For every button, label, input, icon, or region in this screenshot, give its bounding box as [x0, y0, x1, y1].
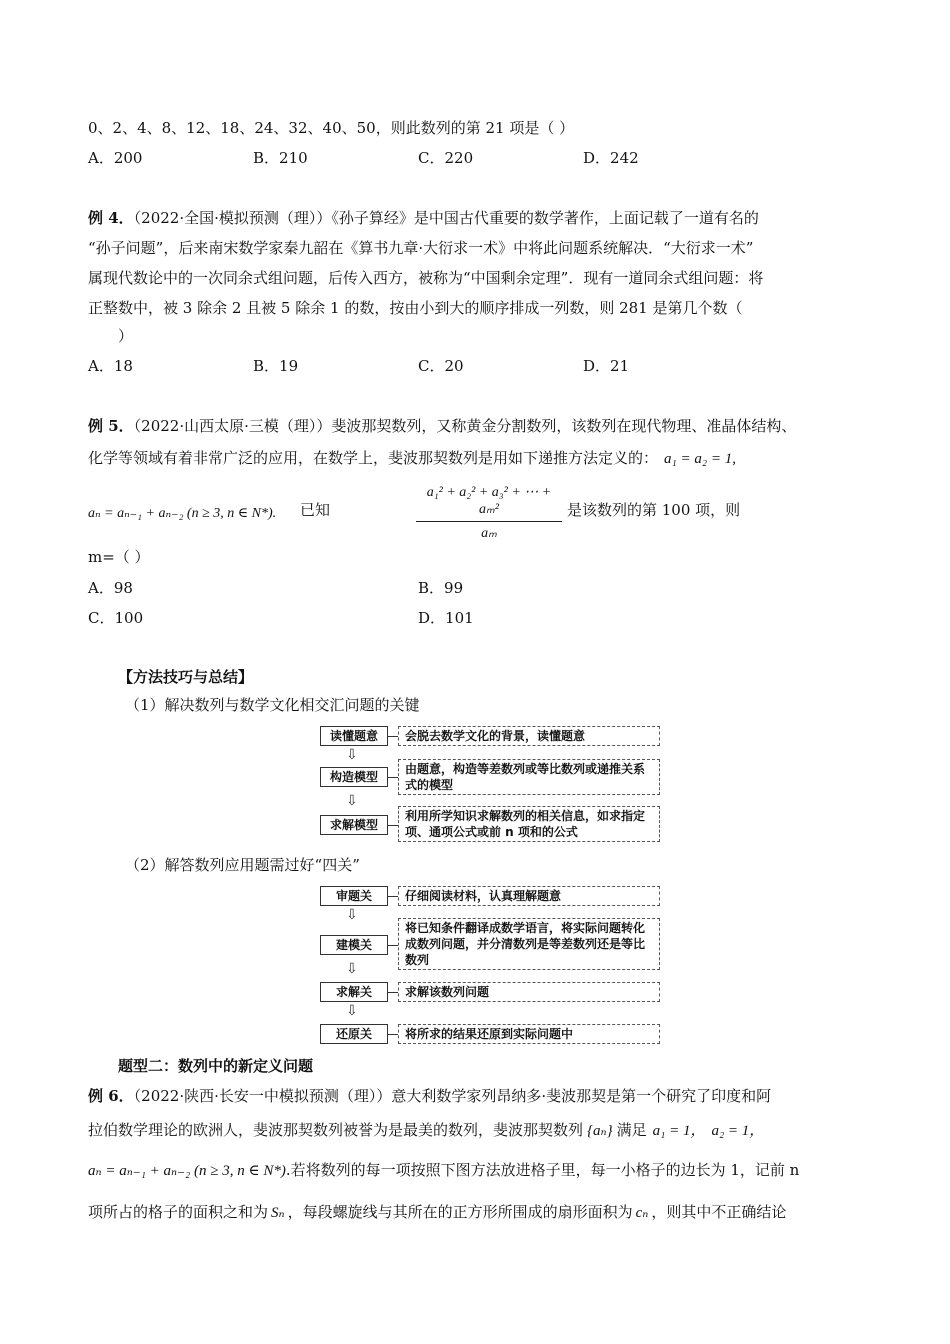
example-6-text-4c: ，则其中不正确结论 — [651, 1203, 787, 1221]
example-5-line-2 — [88, 448, 736, 469]
condition-a1: a₁ = 1， — [652, 1123, 706, 1139]
flow2-desc-3: 求解该数列问题 — [398, 982, 660, 1002]
fraction-denominator: aₘ — [481, 526, 497, 541]
example-6-line-1 — [88, 1086, 771, 1106]
flow1-step-2: 构造模型 — [320, 767, 388, 787]
recurrence-formula: aₙ = aₙ₋₁ + aₙ₋₂ (n ≥ 3, n ∈ N*). — [88, 506, 277, 521]
option-c: C．20 — [418, 357, 464, 375]
initial-condition-formula: a₁ = a₂ = 1, — [664, 451, 736, 467]
flow1-step-1: 读懂题意 — [320, 726, 388, 746]
option-b: B．19 — [253, 357, 299, 375]
example-4-line-5: ） — [118, 327, 134, 345]
example-6-line-3 — [88, 1160, 799, 1181]
example-4-line-2: “孙子问题”，后来南宋数学家秦九韶在《算书九章·大衍求一术》中将此问题系统解决．“大衍求一术” — [88, 239, 754, 257]
option-a: A．98 — [88, 579, 133, 597]
example-5-line-1 — [88, 416, 796, 436]
option-a: A．200 — [88, 149, 143, 167]
option-d: D．242 — [583, 149, 639, 167]
example-5-text-1: （2022·山西太原·三模（理））斐波那契数列，又称黄金分割数列，该数列在现代物理、准晶体结构、 — [133, 417, 797, 435]
example-6-label: 例 6． — [88, 1087, 134, 1105]
example-5-m-line: m=（ ） — [88, 548, 150, 566]
example-4-line-4: 正整数中，被 3 除余 2 且被 5 除余 1 的数，按由小到大的顺序排成一列数，则 281 是第几个数（ — [88, 299, 743, 317]
down-arrow-icon: ⇩ — [346, 961, 358, 977]
flow2-step-4: 还原关 — [320, 1024, 388, 1044]
flow2-step-2: 建模关 — [320, 935, 388, 955]
methods-subtitle-2: （2）解答数列应用题需过好“四关” — [125, 856, 360, 874]
condition-a2: a₂ = 1， — [711, 1123, 765, 1139]
recurrence-formula: aₙ = aₙ₋₁ + aₙ₋₂ (n ≥ 3, n ∈ N*) — [88, 1163, 286, 1179]
flow1-step-3: 求解模型 — [320, 815, 388, 835]
connector — [388, 736, 398, 737]
sequence-symbol: {aₙ} — [587, 1123, 613, 1139]
option-a: A．18 — [88, 357, 133, 375]
example-6-text-4b: ，每段螺旋线与其所在的正方形所围成的扇形面积为 — [287, 1203, 633, 1221]
flowchart-2 — [320, 886, 662, 1044]
fraction-numerator: a₁² + a₂² + a₃² + ⋯ + aₘ² — [416, 484, 562, 522]
flow1-desc-3: 利用所学知识求解数列的相关信息，如求指定项、通项公式或前 n 项和的公式 — [398, 806, 660, 842]
flowchart-1 — [320, 726, 662, 838]
methods-title: 【方法技巧与总结】 — [118, 668, 254, 686]
flow1-desc-2: 由题意，构造等差数列或等比数列或递推关系式的模型 — [398, 759, 660, 795]
known-label: 已知 — [300, 501, 331, 519]
example-4-line-3: 属现代数论中的一次同余式组问题，后传入西方，被称为“中国剩余定理”．现有一道同余式组问题：将 — [88, 269, 764, 287]
example-5-label: 例 5． — [88, 417, 134, 435]
flow2-step-3: 求解关 — [320, 982, 388, 1002]
example-6-text-1: （2022·陕西·长安一中模拟预测（理））意大利数学家列昂纳多·斐波那契是第一个研究了印度和阿 — [133, 1087, 772, 1105]
connector — [388, 1034, 398, 1035]
option-d: D．101 — [418, 609, 474, 627]
option-c: C．220 — [418, 149, 474, 167]
option-d: D．21 — [583, 357, 630, 375]
section-heading: 题型二：数列中的新定义问题 — [118, 1057, 314, 1075]
example-4-line-1 — [88, 208, 759, 228]
example-4-text-1: （2022·全国·模拟预测（理））《孙子算经》是中国古代重要的数学著作，上面记载了一道有名的 — [133, 209, 759, 227]
flow2-desc-2: 将已知条件翻译成数学语言，将实际问题转化成数列问题，并分清数列是等差数列还是等比数列 — [398, 918, 660, 970]
connector — [388, 945, 398, 946]
option-b: B．99 — [418, 579, 464, 597]
down-arrow-icon: ⇩ — [346, 747, 358, 763]
example-5-text-2: 化学等领域有着非常广泛的应用，在数学上，斐波那契数列是用如下递推方法定义的： — [88, 449, 659, 467]
example-5-after-fraction: 是该数列的第 100 项，则 — [567, 501, 741, 519]
example-6-text-2b: 满足 — [616, 1121, 647, 1139]
connector — [388, 896, 398, 897]
down-arrow-icon: ⇩ — [346, 907, 358, 923]
example-4-label: 例 4． — [88, 209, 134, 227]
example-6-line-2 — [88, 1120, 764, 1141]
top-problem-stem: 0、2、4、8、12、18、24、32、40、50，则此数列的第 21 项是（ ） — [88, 119, 575, 137]
down-arrow-icon: ⇩ — [346, 1003, 358, 1019]
connector — [388, 825, 398, 826]
example-6-line-4 — [88, 1202, 786, 1223]
flow2-step-1: 审题关 — [320, 886, 388, 906]
connector — [388, 992, 398, 993]
sum-symbol: Sₙ — [271, 1205, 285, 1221]
sector-area-symbol: cₙ — [635, 1205, 649, 1221]
connector — [388, 777, 398, 778]
example-6-text-3: .若将数列的每一项按照下图方法放进格子里，每一小格子的边长为 1，记前 n — [285, 1161, 800, 1179]
methods-subtitle-1: （1）解决数列与数学文化相交汇问题的关键 — [125, 696, 420, 714]
flow2-desc-4: 将所求的结果还原到实际问题中 — [398, 1024, 660, 1044]
example-6-text-2a: 拉伯数学理论的欧洲人，斐波那契数列被誉为是最美的数列，斐波那契数列 — [88, 1121, 584, 1139]
flow2-desc-1: 仔细阅读材料，认真理解题意 — [398, 886, 660, 906]
fraction — [416, 484, 562, 542]
down-arrow-icon: ⇩ — [346, 793, 358, 809]
example-6-text-4a: 项所占的格子的面积之和为 — [88, 1203, 269, 1221]
option-c: C．100 — [88, 609, 144, 627]
option-b: B．210 — [253, 149, 308, 167]
flow1-desc-1: 会脱去数学文化的背景，读懂题意 — [398, 726, 660, 746]
